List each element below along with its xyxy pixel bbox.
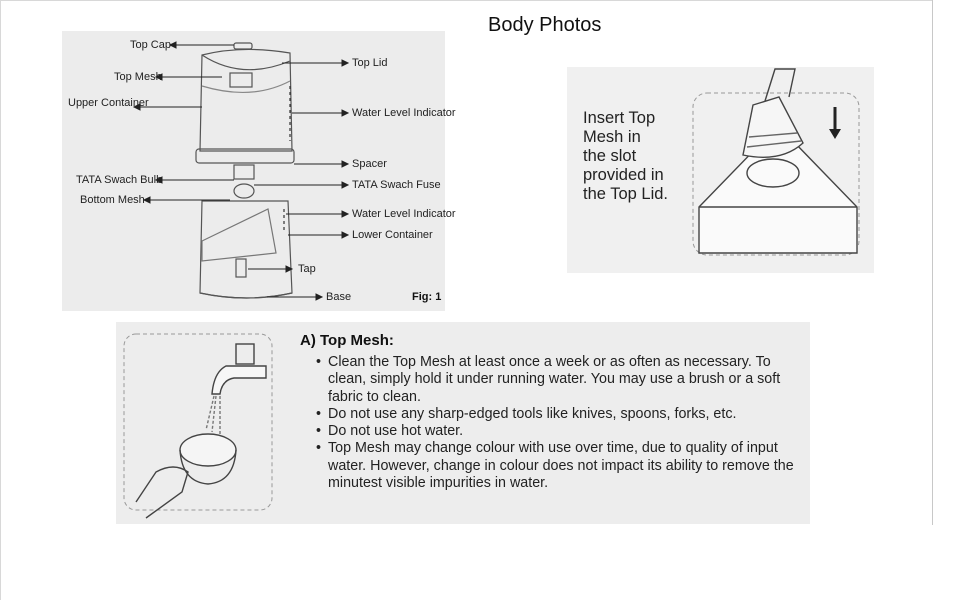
label-upper-container: Upper Container (68, 97, 149, 109)
label-spacer: Spacer (352, 158, 387, 170)
label-water-level-indicator-upper: Water Level Indicator (352, 107, 456, 119)
label-top-mesh: Top Mesh (114, 71, 162, 83)
page-border-top (0, 0, 933, 1)
label-bottom-mesh: Bottom Mesh (80, 194, 145, 206)
top-mesh-shape (230, 73, 252, 87)
top-mesh-instructions-list (316, 354, 806, 492)
list-item: • Clean the Top Mesh at least once a week or as often as necessary. To clean, simply hold it under running water. You may use a brush or a soft fabric to clean. (316, 354, 806, 406)
page-border-left (0, 0, 1, 600)
faucet-shape (212, 366, 266, 394)
faucet-handle-shape (236, 344, 254, 364)
label-lower-container: Lower Container (352, 229, 433, 241)
cleaning-illustration (116, 322, 286, 524)
label-base: Base (326, 291, 352, 303)
insert-line: the slot (583, 147, 637, 165)
purifier-diagram (62, 31, 456, 311)
label-tata-swach-fuse: TATA Swach Fuse (352, 179, 441, 191)
bottom-mesh-shape (234, 184, 254, 198)
label-tap: Tap (298, 263, 316, 275)
page-border-right (932, 0, 933, 525)
figure-number: Fig: 1 (412, 291, 442, 303)
lower-container-shape (200, 201, 292, 298)
list-item: • Do not use hot water. (316, 423, 806, 440)
bulb-shape (234, 165, 254, 179)
page-title: Body Photos (488, 14, 602, 36)
label-water-level-indicator-lower: Water Level Indicator (352, 208, 456, 220)
label-top-cap: Top Cap (130, 39, 171, 51)
list-item: • Top Mesh may change colour with use over time, due to quality of input water. However, change in colour does not impact its ability to remove the minutest visible impurities in water. (316, 440, 806, 492)
top-mesh-heading: A) Top Mesh: (300, 332, 394, 349)
insert-line: provided in (583, 166, 664, 184)
insert-line: the Top Lid. (583, 185, 669, 203)
list-item: • Do not use any sharp-edged tools like knives, spoons, forks, etc. (316, 406, 806, 423)
label-top-lid: Top Lid (352, 57, 388, 69)
insert-illustration (567, 67, 874, 273)
insert-line: Mesh in (583, 128, 641, 146)
insert-line: Insert Top (583, 109, 656, 127)
insert-top-mesh-panel (567, 67, 874, 273)
tap-shape (236, 259, 246, 277)
top-cap-shape (234, 43, 252, 49)
label-tata-swach-bulb: TATA Swach Bulb (76, 174, 163, 186)
down-arrow-icon (829, 107, 841, 139)
top-mesh-cleaning-panel (116, 322, 810, 524)
dashed-frame (124, 334, 272, 510)
